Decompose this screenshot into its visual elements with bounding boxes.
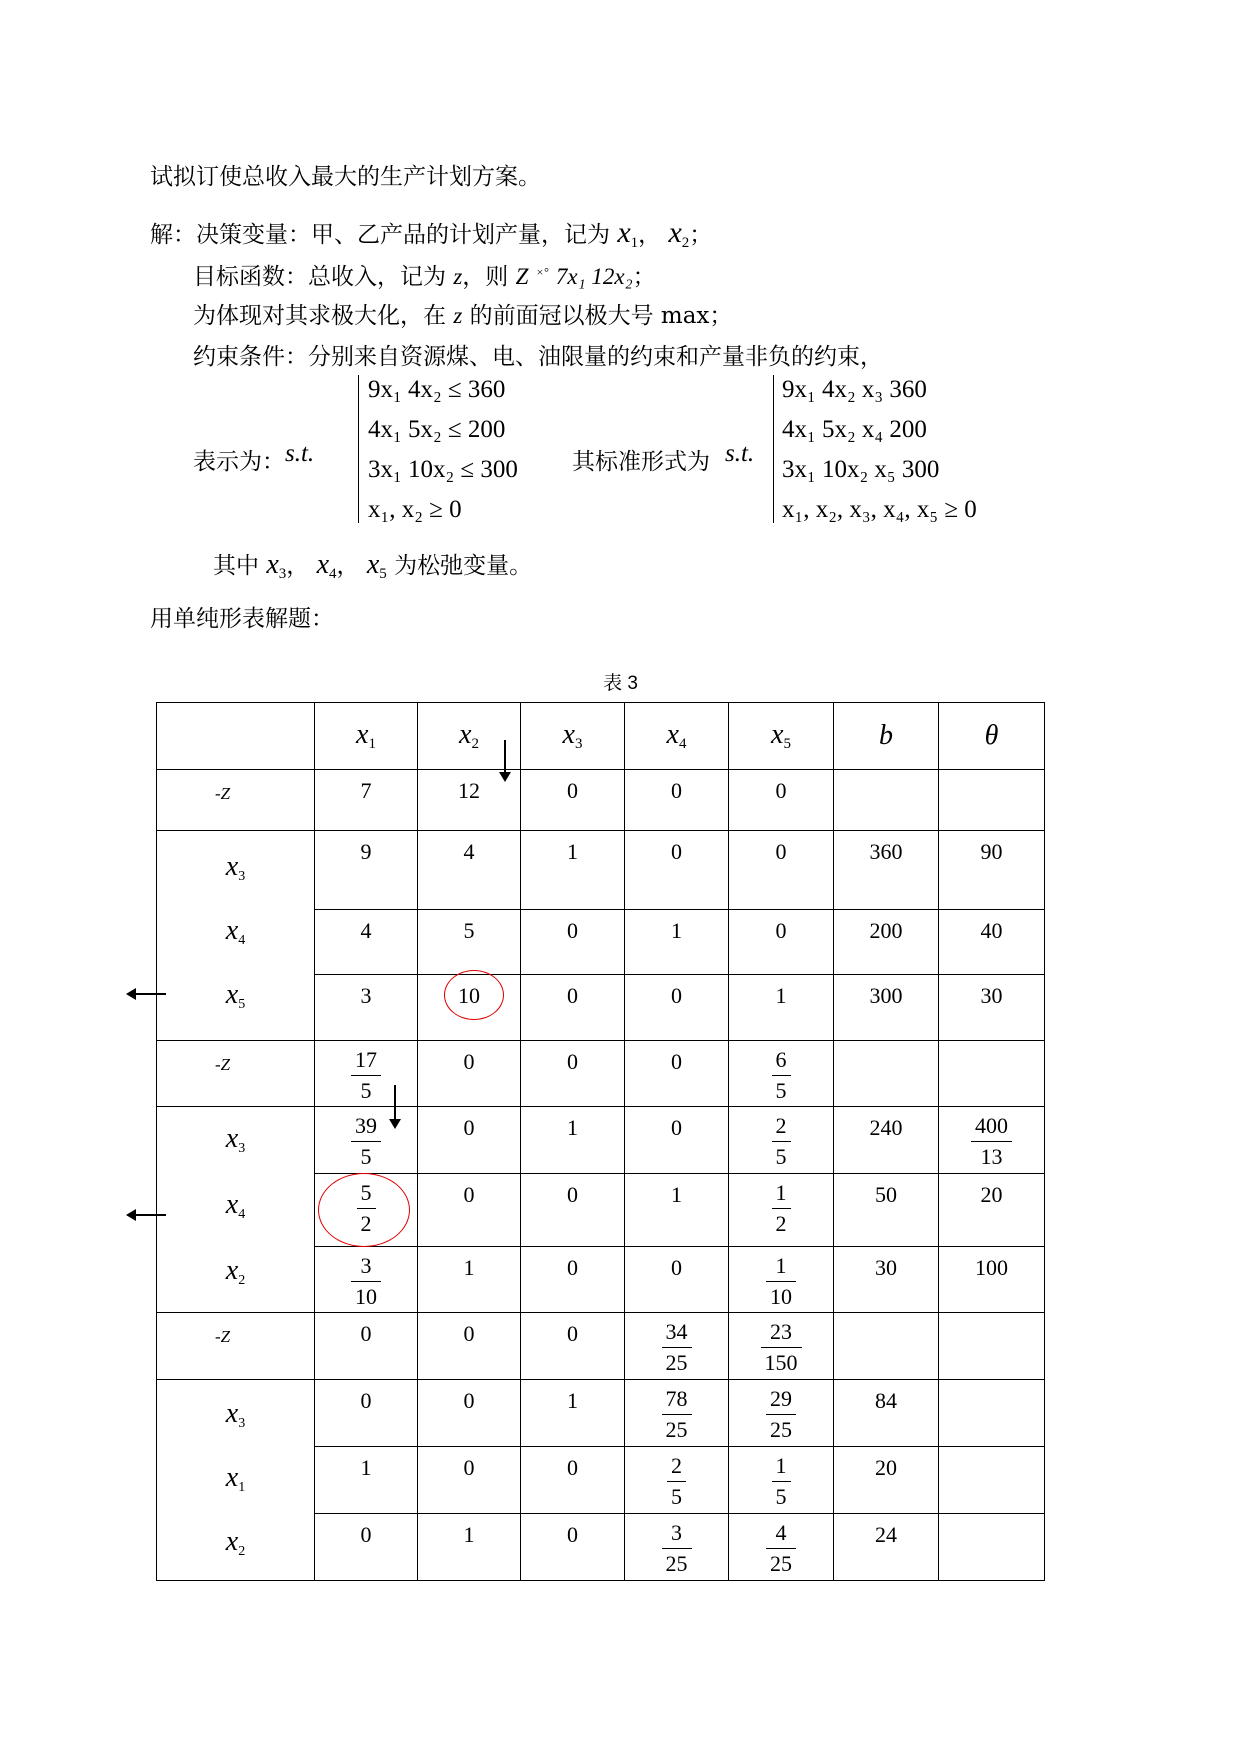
table-row: -Z 7 12 0 0 0 — [157, 770, 1045, 831]
constraint-system — [368, 370, 518, 530]
slack-prefix: 其中 — [213, 553, 259, 579]
left-brace-1 — [358, 375, 359, 523]
neg-z-label: -Z — [215, 1327, 231, 1346]
decision-prefix: 解：决策变量：甲、乙产品的计划产量，记为 — [150, 222, 610, 248]
table-row: -Z 0 0 0 $\frac{34}{25}$ $\frac{23}{150}$ — [157, 1313, 1045, 1380]
standard-constraint-4: x₁, x₂, x₃, x₄, x₅ ≥ 0 — [782, 496, 977, 523]
header-x3: $x_3$ — [521, 703, 625, 770]
objective-prefix: 目标函数：总收入，记为 — [193, 264, 446, 290]
st-label-1: s.t. — [285, 440, 315, 467]
table-row: 1 0 0 $\frac{2}{5}$ $\frac{1}{5}$ 20 — [157, 1447, 1045, 1514]
left-brace-2 — [773, 375, 774, 523]
standard-system — [782, 370, 977, 530]
constraint-line: 约束条件：分别来自资源煤、电、油限量的约束和产量非负的约束， — [193, 344, 883, 370]
st-label-2: s.t. — [725, 440, 755, 467]
method-line: 用单纯形表解题： — [150, 606, 334, 632]
header-theta: θ — [939, 703, 1045, 770]
header-b: b — [834, 703, 939, 770]
table-row: $x_3$ $x_4$ $x_2$ $\frac{39}{5}$ 0 1 0 $\frac{2}{5}$ 240 $\frac{400}{13}$ — [157, 1107, 1045, 1174]
entering-arrow-2 — [394, 1085, 396, 1127]
max-text: 为体现对其求极大化，在 — [193, 303, 446, 329]
leaving-arrow-1 — [128, 993, 166, 995]
leaving-arrow-2 — [128, 1214, 166, 1216]
constraint-2: 4x₁ 5x₂ ≤ 200 — [368, 416, 506, 443]
table-caption: 表 3 — [603, 673, 638, 694]
header-blank — [157, 703, 315, 770]
simplex-table — [156, 702, 1045, 1581]
constraint-1: 9x₁ 4x₂ ≤ 360 — [368, 376, 506, 403]
table-header-row — [157, 703, 1045, 770]
header-x5: $x_5$ — [729, 703, 834, 770]
constraint-4: x₁, x₂ ≥ 0 — [368, 496, 462, 523]
max-line: 为体现对其求极大化，在 z 的前面冠以极大号 max； — [193, 303, 733, 329]
constraint-3: 3x₁ 10x₂ ≤ 300 — [368, 456, 518, 483]
standard-constraint-2: 4x₁ 5x₂ x₄ 200 — [782, 416, 927, 443]
header-x2: $x_2$ — [418, 703, 521, 770]
standard-constraint-3: 3x₁ 10x₂ x₅ 300 — [782, 456, 940, 483]
objective-expression: 7x₁ 12x₂ — [555, 264, 633, 289]
table-row: $\frac{5}{2}$ 0 0 1 $\frac{1}{2}$ 50 20 — [157, 1174, 1045, 1247]
pivot-circle-2 — [318, 1173, 410, 1247]
table-row: $\frac{3}{10}$ 1 0 0 $\frac{1}{10}$ 30 100 — [157, 1247, 1045, 1313]
objective-line: 目标函数：总收入，记为 z，则 Z ×° 7x₁ 12x₂； — [193, 264, 656, 290]
header-x4: $x_4$ — [625, 703, 729, 770]
table-row: $x_3$ $x_4$ $x_5$ 9 4 1 0 0 360 90 — [157, 831, 1045, 910]
express-label: 表示为： — [193, 449, 285, 475]
table-row: $x_3$ $x_1$ $x_2$ 0 0 1 $\frac{78}{25}$ $\frac{29}{25}$ 84 — [157, 1380, 1045, 1447]
table-row: -Z $\frac{17}{5}$ 0 0 0 $\frac{6}{5}$ — [157, 1041, 1045, 1107]
table-row: 3 10 0 0 1 300 30 — [157, 975, 1045, 1041]
header-x1: $x_1$ — [315, 703, 418, 770]
standard-constraint-1: 9x₁ 4x₂ x₃ 360 — [782, 376, 927, 403]
objective-mid: ，则 — [462, 264, 509, 290]
table-row: 4 5 0 1 0 200 40 — [157, 910, 1045, 975]
table-row: 0 1 0 $\frac{3}{25}$ $\frac{4}{25}$ 24 — [157, 1514, 1045, 1581]
max-text-2: 的前面冠以极大号 max； — [469, 303, 733, 329]
neg-z-label: -Z — [215, 1055, 231, 1074]
intro-text: 试拟订使总收入最大的生产计划方案。 — [150, 164, 541, 190]
pivot-circle-1 — [444, 970, 504, 1020]
standard-label: 其标准形式为 — [572, 449, 710, 475]
decision-variables-line: 解：决策变量：甲、乙产品的计划产量，记为 $x_1$， $x_2$； — [150, 216, 713, 251]
entering-arrow-1 — [504, 740, 506, 780]
slack-line: 其中 $x_3$， $x_4$， $x_5$ 为松弛变量。 — [213, 549, 533, 582]
slack-suffix: 为松弛变量。 — [394, 553, 533, 579]
neg-z-label: -Z — [215, 784, 231, 803]
